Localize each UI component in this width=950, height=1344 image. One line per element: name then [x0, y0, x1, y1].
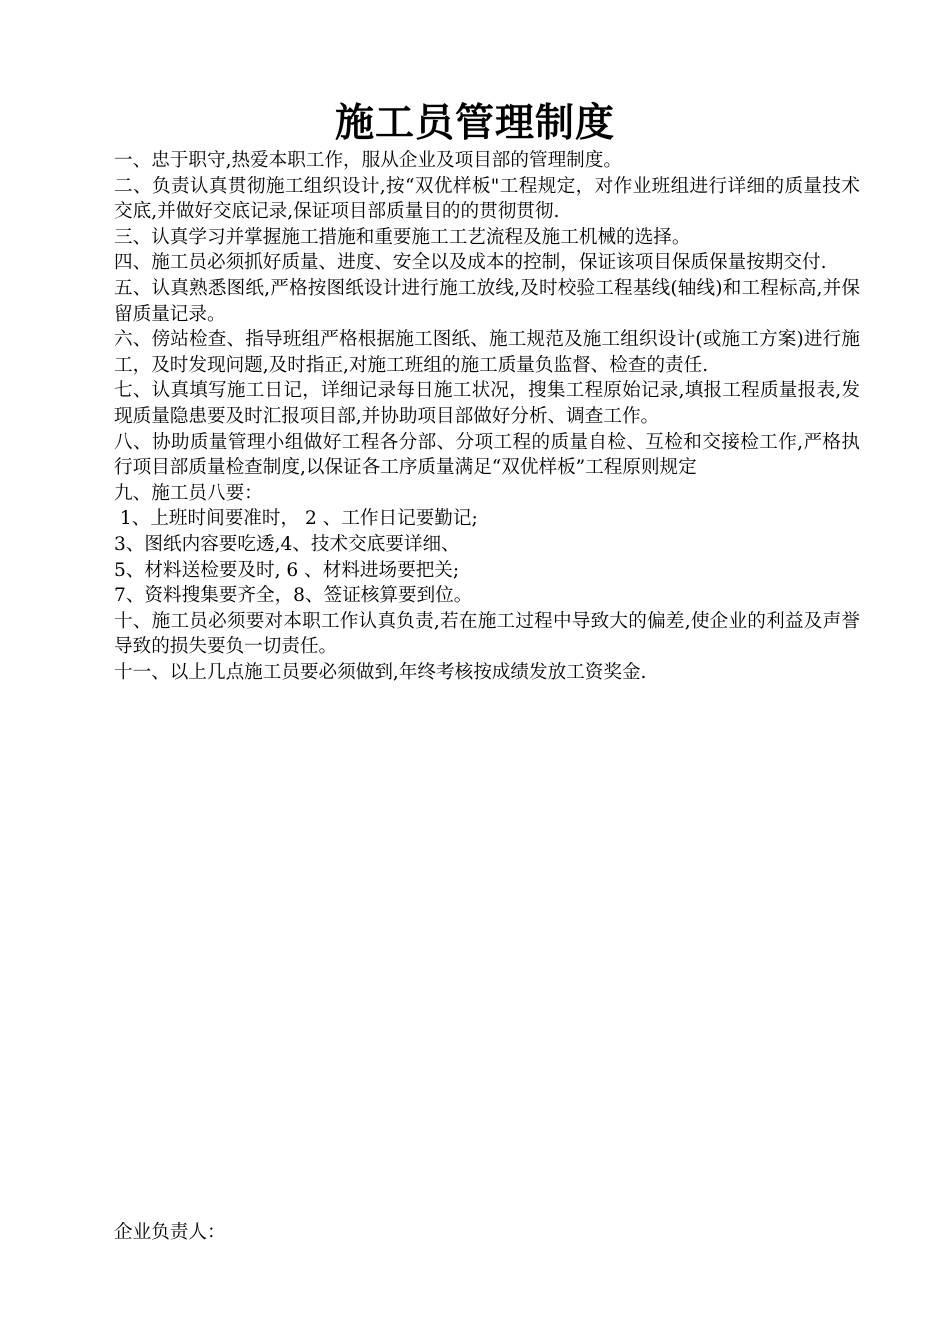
- clause-7: 七、认真填写施工日记，详细记录每日施工状况，搜集工程原始记录,填报工程质量报表,发现质量隐患要及时汇报项目部,并协助项目部做好分析、调查工作。: [114, 380, 860, 427]
- clause-3: 三、认真学习并掌握施工措施和重要施工工艺流程及施工机械的选择。: [114, 226, 691, 248]
- document-title: 施工员管理制度: [334, 101, 615, 146]
- clause-2: 二、负责认真贯彻施工组织设计,按“双优样板"工程规定，对作业班组进行详细的质量技术交底,并做好交底记录,保证项目部质量目的的贯彻贯彻.: [114, 175, 860, 223]
- clause-9-heading: 九、施工员八要：: [114, 482, 263, 504]
- clause-9-item-line-3: 5、材料送检要及时, 6 、材料进场要把关;: [114, 559, 460, 581]
- signature-label: 企业负责人：: [114, 1222, 226, 1243]
- clause-11: 十一、以上几点施工员要必须做到,年终考核按成绩发放工资奖金.: [114, 661, 647, 683]
- clause-6: 六、傍站检查、指导班组严格根据施工图纸、施工规范及施工组织设计(或施工方案)进行施工，及时发现问题,及时指正,对施工班组的施工质量负监督、检查的责任.: [114, 329, 860, 376]
- clause-8: 八、协助质量管理小组做好工程各分部、分项工程的质量自检、互检和交接检工作,严格执行项目部质量检查制度,以保证各工序质量满足“双优样板”工程原则规定: [114, 431, 860, 479]
- clause-9-item-line-1: 1、上班时间要准时， 2 、工作日记要勤记;: [114, 508, 478, 530]
- clause-5: 五、认真熟悉图纸,严格按图纸设计进行施工放线,及时校验工程基线(轴线)和工程标高,并保留质量记录。: [114, 277, 860, 325]
- document-body: [114, 148, 860, 685]
- clause-4: 四、施工员必须抓好质量、进度、安全以及成本的控制，保证该项目保质保量按期交付.: [114, 252, 827, 274]
- clause-10: 十、施工员必须要对本职工作认真负责,若在施工过程中导致大的偏差,使企业的利益及声誉导致的损失要负一切责任。: [114, 610, 860, 658]
- clause-9-item-line-2: 3、图纸内容要吃透,4、技术交底要详细、: [114, 533, 460, 555]
- clause-1: 一、忠于职守,热爱本职工作，服从企业及项目部的管理制度。: [114, 150, 622, 171]
- clause-9-item-line-4: 7、资料搜集要齐全，8、签证核算要到位。: [114, 585, 473, 607]
